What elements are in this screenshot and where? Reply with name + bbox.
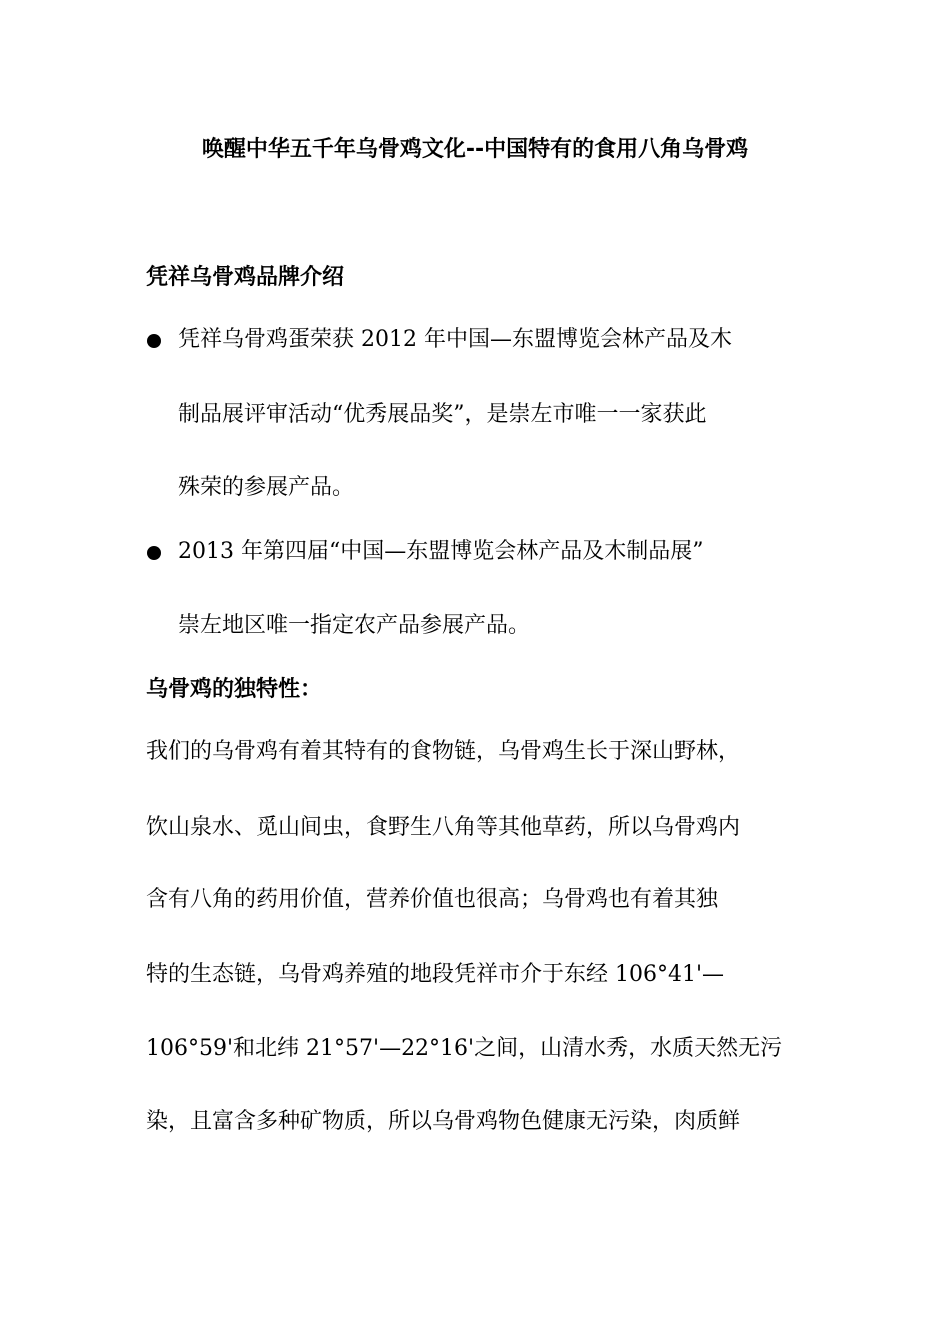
paragraph-line-6: 染，且富含多种矿物质，所以乌骨鸡物色健康无污染，肉质鲜 — [146, 1109, 741, 1134]
section-heading-brand: 凭祥乌骨鸡品牌介绍 — [146, 265, 345, 290]
bullet-1-line-2: 制品展评审活动“优秀展品奖”，是崇左市唯一一家获此 — [178, 402, 707, 427]
bullet-1-line-3: 殊荣的参展产品。 — [178, 475, 355, 500]
bullet-dot — [146, 320, 170, 360]
bullet-2-line-1: 2013 年第四届“中国—东盟博览会林产品及木制品展” — [178, 539, 704, 564]
paragraph-line-4: 特的生态链，乌骨鸡养殖的地段凭祥市介于东经 106°41'— — [146, 962, 725, 987]
bullet-2-line-2: 崇左地区唯一指定农产品参展产品。 — [178, 613, 531, 638]
bullet-1-line-1: 凭祥乌骨鸡蛋荣获 2012 年中国—东盟博览会林产品及木 — [178, 327, 732, 352]
paragraph-line-2: 饮山泉水、觅山间虫，食野生八角等其他草药，所以乌骨鸡内 — [146, 815, 741, 840]
paragraph-line-3: 含有八角的药用价值，营养价值也很高；乌骨鸡也有着其独 — [146, 887, 719, 912]
paragraph-line-5: 106°59'和北纬 21°57'—22°16'之间，山清水秀，水质天然无污 — [146, 1036, 783, 1061]
paragraph-line-1: 我们的乌骨鸡有着其特有的食物链，乌骨鸡生长于深山野林， — [146, 739, 741, 764]
document-title: 唤醒中华五千年乌骨鸡文化--中国特有的食用八角乌骨鸡 — [201, 137, 749, 162]
section-heading-unique: 乌骨鸡的独特性： — [146, 677, 323, 702]
bullet-dot — [146, 532, 170, 572]
